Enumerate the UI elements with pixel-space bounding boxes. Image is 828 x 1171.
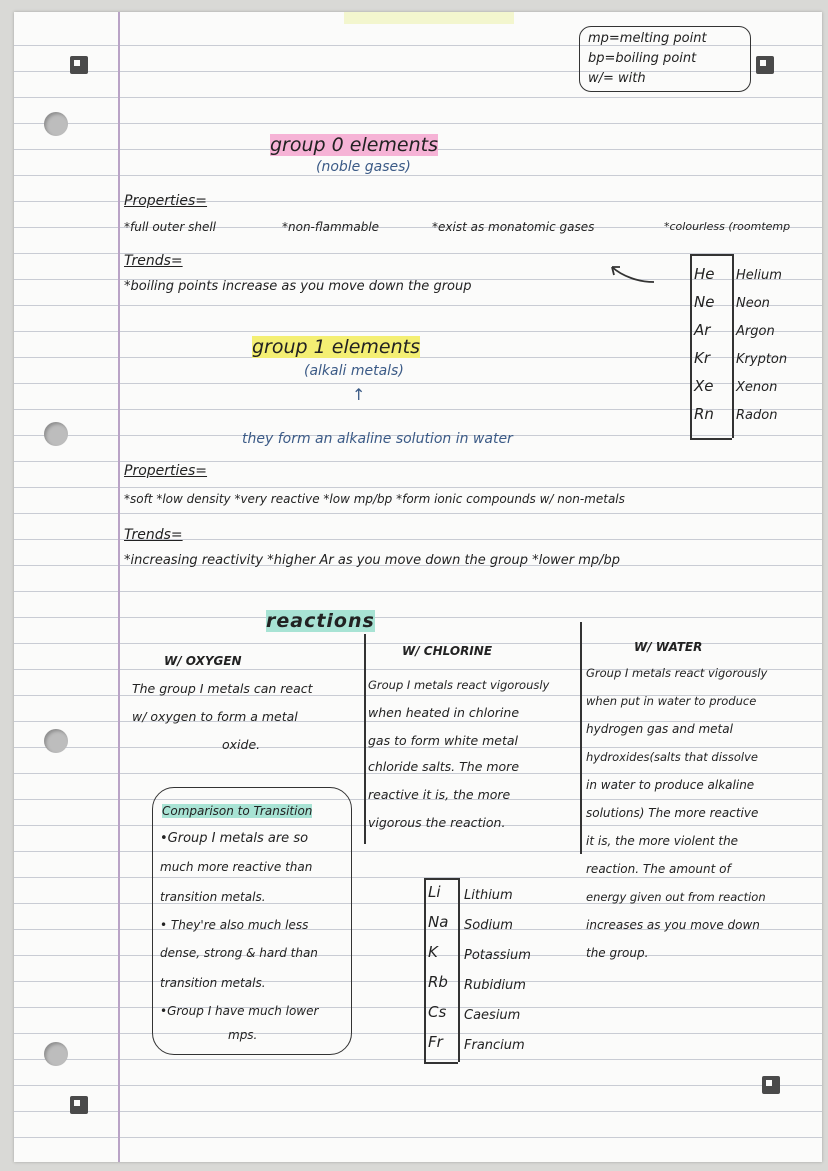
g1-name-2: Sodium: [464, 918, 513, 933]
comparison-line-1: •Group I metals are so: [160, 831, 309, 846]
g1-name-5: Caesium: [464, 1008, 521, 1023]
corner-marker-icon: [70, 1096, 88, 1114]
g1-symbol-5: Cs: [428, 1003, 447, 1021]
corner-marker-icon: [756, 56, 774, 74]
legend-mp: mp=melting point: [588, 31, 707, 46]
chlorine-line-6: vigorous the reaction.: [368, 815, 506, 830]
g0-name-2: Neon: [736, 296, 770, 311]
column-divider: [364, 634, 366, 844]
notebook-page: [14, 12, 822, 1162]
oxygen-line-2: w/ oxygen to form a metal: [132, 709, 298, 724]
group1-title-text: group 1 elements: [252, 336, 421, 358]
g0-symbol-2: Ne: [694, 293, 715, 311]
g0-name-3: Argon: [736, 324, 775, 339]
water-line-5: in water to produce alkaline: [586, 778, 755, 792]
group1-properties-heading: Properties=: [124, 463, 208, 479]
oxygen-line-1: The group I metals can react: [132, 681, 313, 696]
corner-marker-icon: [762, 1076, 780, 1094]
group0-title: [270, 134, 438, 156]
g1-name-4: Rubidium: [464, 978, 526, 993]
g1-symbol-4: Rb: [428, 973, 448, 991]
chlorine-line-4: chloride salts. The more: [368, 759, 520, 774]
water-heading: W/ WATER: [634, 640, 703, 654]
legend-w: w/= with: [588, 71, 646, 86]
water-line-9: energy given out from reaction: [586, 890, 766, 904]
group0-property-3: *exist as monatomic gases: [432, 220, 595, 234]
g0-name-5: Xenon: [736, 380, 778, 395]
comparison-heading: [162, 802, 312, 820]
water-line-6: solutions) The more reactive: [586, 806, 759, 820]
g0-name-6: Radon: [736, 408, 778, 423]
binder-hole: [44, 112, 68, 136]
group1-note: they form an alkaline solution in water: [242, 431, 513, 447]
group1-trends: *increasing reactivity *higher Ar as you move down the group *lower mp/bp: [124, 553, 621, 568]
g0-name-4: Krypton: [736, 352, 788, 367]
up-arrow-icon: ↑: [352, 385, 366, 404]
comparison-line-4: • They're also much less: [160, 918, 309, 932]
curved-arrow-icon: [608, 264, 658, 286]
group1-title: [252, 336, 420, 358]
g0-name-1: Helium: [736, 268, 782, 283]
comparison-line-7: •Group I have much lower: [160, 1004, 319, 1018]
reactions-title: [266, 610, 375, 632]
binder-hole: [44, 422, 68, 446]
chlorine-heading: W/ CHLORINE: [402, 644, 493, 658]
comparison-line-6: transition metals.: [160, 976, 266, 990]
group0-trend: *boiling points increase as you move down the group: [124, 279, 472, 294]
oxygen-heading: W/ OXYGEN: [164, 654, 242, 668]
chlorine-line-3: gas to form white metal: [368, 733, 519, 748]
g1-symbol-6: Fr: [428, 1033, 443, 1051]
group0-title-text: group 0 elements: [270, 134, 439, 156]
g1-name-1: Lithium: [464, 888, 513, 903]
water-line-7: it is, the more violent the: [586, 834, 739, 848]
group1-trends-heading: Trends=: [124, 527, 183, 543]
group0-property-2: *non-flammable: [282, 220, 380, 234]
group1-subtitle: (alkali metals): [304, 363, 404, 379]
g0-symbol-1: He: [694, 265, 715, 283]
comparison-heading-text: Comparison to Transition: [162, 804, 313, 818]
g0-symbol-5: Xe: [694, 377, 714, 395]
water-line-2: when put in water to produce: [586, 694, 757, 708]
comparison-line-8: mps.: [228, 1028, 258, 1042]
g0-symbol-6: Rn: [694, 405, 714, 423]
comparison-line-3: transition metals.: [160, 890, 266, 904]
column-divider: [580, 622, 582, 854]
chlorine-line-2: when heated in chlorine: [368, 705, 520, 720]
group0-properties-heading: Properties=: [124, 193, 208, 209]
water-line-8: reaction. The amount of: [586, 862, 731, 876]
g1-name-3: Potassium: [464, 948, 531, 963]
water-line-1: Group I metals react vigorously: [586, 666, 768, 680]
chlorine-line-5: reactive it is, the more: [368, 787, 511, 802]
binder-hole: [44, 729, 68, 753]
water-line-11: the group.: [586, 946, 649, 960]
reactions-title-text: reactions: [266, 610, 375, 632]
comparison-line-5: dense, strong & hard than: [160, 946, 318, 960]
binder-hole: [44, 1042, 68, 1066]
group0-property-1: *full outer shell: [124, 220, 217, 234]
chlorine-line-1: Group I metals react vigorously: [368, 678, 550, 692]
margin-line: [118, 12, 120, 1162]
group0-property-4: *colourless (roomtemp: [664, 220, 791, 233]
comparison-line-2: much more reactive than: [160, 860, 313, 874]
corner-marker-icon: [70, 56, 88, 74]
g1-symbol-1: Li: [428, 883, 441, 901]
water-line-10: increases as you move down: [586, 918, 760, 932]
oxygen-line-3: oxide.: [222, 737, 261, 752]
water-line-3: hydrogen gas and metal: [586, 722, 733, 736]
g0-symbol-4: Kr: [694, 349, 711, 367]
group0-trends-heading: Trends=: [124, 253, 183, 269]
group1-properties: *soft *low density *very reactive *low mp/bp *form ionic compounds w/ non-metals: [124, 492, 625, 506]
water-line-4: hydroxides(salts that dissolve: [586, 750, 759, 764]
g0-symbol-3: Ar: [694, 321, 711, 339]
group0-subtitle: (noble gases): [316, 159, 411, 175]
g1-name-6: Francium: [464, 1038, 525, 1053]
g1-symbol-2: Na: [428, 913, 449, 931]
legend-bp: bp=boiling point: [588, 51, 697, 66]
g1-symbol-3: K: [428, 943, 438, 961]
